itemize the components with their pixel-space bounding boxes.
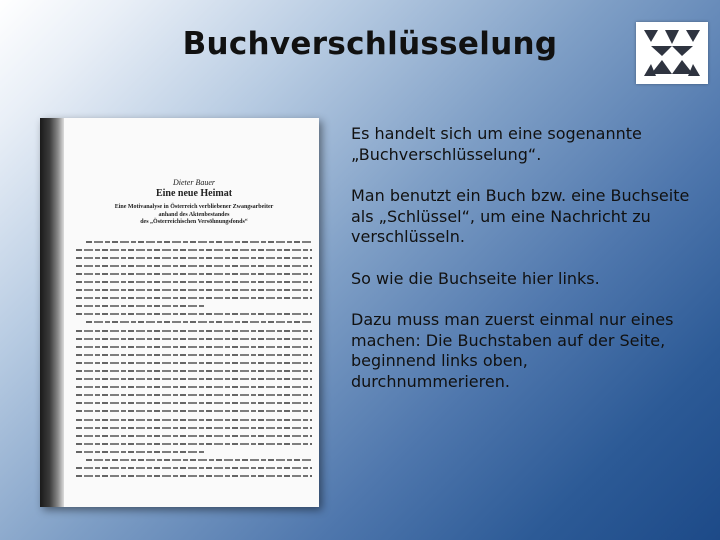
book-page-subtitle-1: Eine Motivanalyse in Österreich verbliebener Zwangsarbeiter: [114, 204, 274, 210]
book-page-text-line: [86, 459, 312, 461]
book-page-text-line: [76, 297, 312, 299]
book-page-text-line: [76, 249, 312, 251]
book-page-text-line: [76, 330, 312, 332]
book-page-text-line: [76, 394, 312, 396]
book-page-text-line: [76, 289, 312, 291]
slide-body: [351, 124, 691, 413]
book-page-text-line: [76, 313, 312, 315]
body-paragraph-3: So wie die Buchseite hier links.: [351, 268, 600, 288]
book-page-text-line: [76, 265, 312, 267]
book-page-text-line: [76, 378, 312, 380]
book-page-content: [76, 178, 312, 483]
book-page-text-line: [76, 419, 312, 421]
book-page-text-line: [76, 370, 312, 372]
book-spine: [40, 118, 64, 507]
book-page-text-line: [76, 386, 312, 388]
book-page-text-line: [76, 402, 312, 404]
book-page-image: [40, 118, 319, 507]
book-page-text-line: [76, 475, 312, 477]
book-page-text-line: [76, 273, 312, 275]
book-page-text-line: [76, 427, 312, 429]
body-paragraph-1: Es handelt sich um eine sogenannte „Buchverschlüsselung“.: [351, 124, 642, 164]
logo: [636, 22, 708, 84]
book-page-text-line: [76, 305, 206, 307]
book-page-subtitle-3: des „Österreichischen Versöhnungsfonds“: [140, 219, 248, 225]
book-page-text-line: [76, 338, 312, 340]
book-page-text-line: [76, 346, 312, 348]
book-page-text-line: [76, 410, 312, 412]
book-page-text-line: [86, 241, 312, 243]
book-page-text-line: [76, 362, 312, 364]
body-paragraph-4: Dazu muss man zuerst einmal nur eines machen: Die Buchstaben auf der Seite, beginnend links oben, durchnummerieren.: [351, 310, 674, 391]
body-paragraph-2: Man benutzt ein Buch bzw. eine Buchseite als „Schlüssel“, um eine Nachricht zu verschlüsseln.: [351, 186, 690, 246]
book-page-text-line: [76, 435, 312, 437]
book-page-text-lines: [76, 241, 312, 478]
triangles-logo-icon: [636, 22, 708, 84]
book-page-text-line: [86, 321, 312, 323]
book-page-text-line: [76, 443, 312, 445]
book-page-subtitle-2: anhand des Aktenbestandes: [158, 211, 230, 218]
book-page-text-line: [76, 257, 312, 259]
book-page-text-line: [76, 354, 312, 356]
book-page-text-line: [76, 281, 312, 283]
book-page-author: Dieter Bauer: [173, 178, 215, 187]
book-page-text-line: [76, 451, 206, 453]
slide-title: Buchverschlüsselung: [182, 26, 558, 62]
book-page-text-line: [76, 467, 312, 469]
book-page-heading: Eine neue Heimat: [155, 188, 233, 199]
